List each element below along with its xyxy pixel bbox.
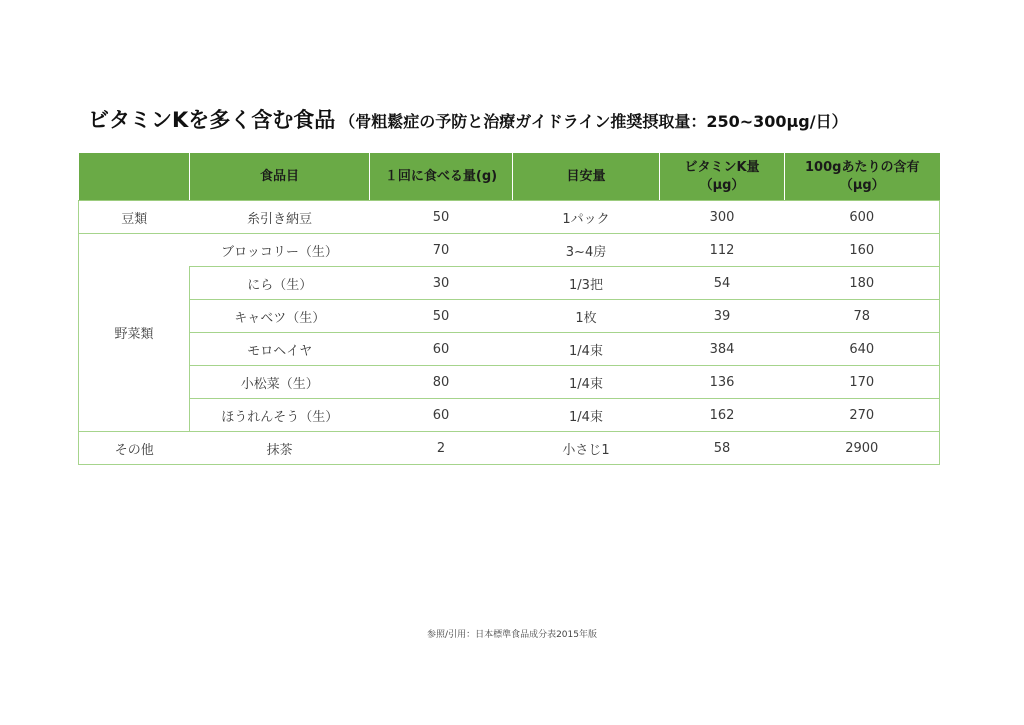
per-100g-cell: 160 xyxy=(785,234,940,267)
vitamin-k-cell: 39 xyxy=(660,300,785,333)
portion-cell: 1/4束 xyxy=(513,399,660,432)
per-100g-cell: 600 xyxy=(785,201,940,234)
per-100g-cell: 170 xyxy=(785,366,940,399)
amount-cell: 50 xyxy=(370,201,513,234)
header-vitamin-k xyxy=(660,153,785,201)
portion-cell: 1パック xyxy=(513,201,660,234)
category-cell: その他 xyxy=(79,432,190,465)
amount-cell: 60 xyxy=(370,333,513,366)
vitamin-k-food-table xyxy=(78,153,940,465)
table-row xyxy=(79,432,940,465)
table-row xyxy=(79,300,940,333)
portion-cell: 3~4房 xyxy=(513,234,660,267)
food-name-cell: ほうれんそう（生） xyxy=(190,399,370,432)
header-vitamin-k-label: ビタミンK量 （μg） xyxy=(684,159,760,193)
per-100g-cell: 78 xyxy=(785,300,940,333)
food-name-cell: 抹茶 xyxy=(190,432,370,465)
food-name-cell: モロヘイヤ xyxy=(190,333,370,366)
table-row xyxy=(79,201,940,234)
food-name-cell: キャベツ（生） xyxy=(190,300,370,333)
vitamin-k-cell: 54 xyxy=(660,267,785,300)
amount-cell: 60 xyxy=(370,399,513,432)
per-100g-cell: 180 xyxy=(785,267,940,300)
portion-cell: 小さじ1 xyxy=(513,432,660,465)
page-title xyxy=(88,104,848,134)
title-subtitle: （骨粗鬆症の予防と治療ガイドライン推奨摂取量：250~300μg/日） xyxy=(339,112,848,131)
category-cell: 野菜類 xyxy=(79,234,190,432)
portion-cell: 1/4束 xyxy=(513,366,660,399)
amount-cell: 2 xyxy=(370,432,513,465)
food-name-cell: にら（生） xyxy=(190,267,370,300)
per-100g-cell: 640 xyxy=(785,333,940,366)
per-100g-cell: 2900 xyxy=(785,432,940,465)
amount-cell: 80 xyxy=(370,366,513,399)
title-main: ビタミンKを多く含む食品 xyxy=(88,108,336,132)
table-header-row xyxy=(79,153,940,201)
amount-cell: 50 xyxy=(370,300,513,333)
food-name-cell: 小松菜（生） xyxy=(190,366,370,399)
food-name-cell: 糸引き納豆 xyxy=(190,201,370,234)
amount-cell: 30 xyxy=(370,267,513,300)
vitamin-k-cell: 384 xyxy=(660,333,785,366)
header-portion: 目安量 xyxy=(513,153,660,201)
vitamin-k-cell: 162 xyxy=(660,399,785,432)
vitamin-k-cell: 58 xyxy=(660,432,785,465)
header-category xyxy=(79,153,190,201)
header-amount: １回に食べる量(g) xyxy=(370,153,513,201)
portion-cell: 1/4束 xyxy=(513,333,660,366)
table-row xyxy=(79,399,940,432)
source-footnote: 参照/引用：日本標準食品成分表2015年版 xyxy=(427,630,597,640)
vitamin-k-cell: 300 xyxy=(660,201,785,234)
table-row xyxy=(79,366,940,399)
food-name-cell: ブロッコリー（生） xyxy=(190,234,370,267)
amount-cell: 70 xyxy=(370,234,513,267)
header-food: 食品目 xyxy=(190,153,370,201)
header-per-100g-label: 100gあたりの含有 （μg） xyxy=(805,159,920,193)
header-per-100g xyxy=(785,153,940,201)
table-row xyxy=(79,234,940,267)
vitamin-k-cell: 112 xyxy=(660,234,785,267)
portion-cell: 1/3把 xyxy=(513,267,660,300)
table-row xyxy=(79,267,940,300)
table-body xyxy=(79,201,940,465)
category-cell: 豆類 xyxy=(79,201,190,234)
table-row xyxy=(79,333,940,366)
per-100g-cell: 270 xyxy=(785,399,940,432)
portion-cell: 1枚 xyxy=(513,300,660,333)
vitamin-k-cell: 136 xyxy=(660,366,785,399)
